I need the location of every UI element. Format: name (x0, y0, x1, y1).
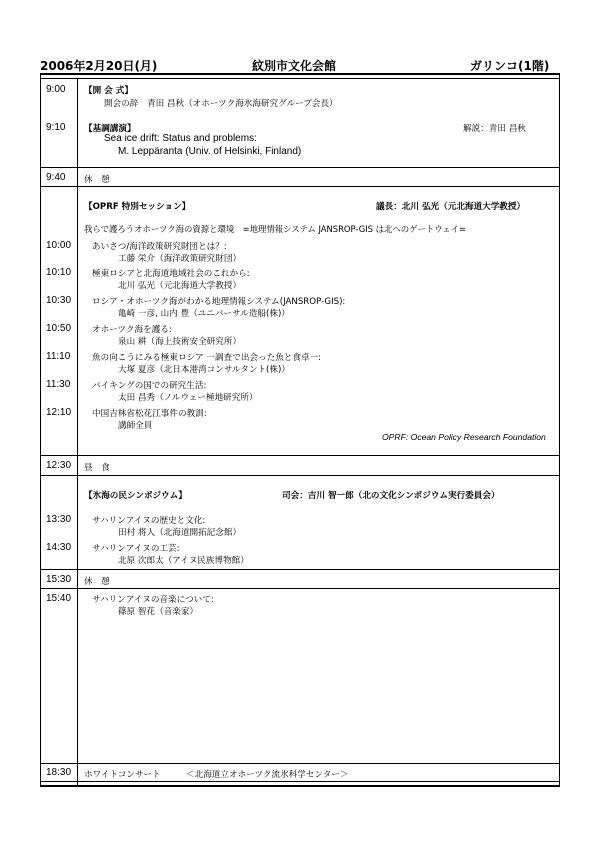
talk-title: オホーツク海を護る: (92, 325, 172, 335)
row-divider (40, 588, 560, 589)
break2-label: 休 憩 (84, 577, 110, 587)
opening-time: 9:00 (46, 84, 66, 95)
talk-title: 極東ロシアと北海道地域社会のこれから: (92, 269, 250, 279)
keynote-title: 【基調講演】 (84, 124, 136, 134)
talk-time: 12:10 (46, 407, 72, 418)
talk-time: 13:30 (46, 514, 72, 525)
talk-speaker: 田村 将人（北海道開拓記念館） (118, 528, 242, 538)
talk-time: 10:50 (46, 323, 72, 334)
break1-time: 9:40 (46, 172, 66, 183)
music-title: サハリンアイヌの音楽について: (92, 595, 214, 605)
music-time: 15:40 (46, 593, 72, 604)
table-top-inner-border (40, 78, 560, 79)
keynote-commentator: 解説：青田 昌秋 (463, 124, 526, 134)
row-divider (40, 455, 560, 456)
break2-time: 15:30 (46, 574, 72, 585)
oprf-theme: 我らで護ろうオホーツク海の資源と環境 =地理情報システム JANSROP-GIS は北へのゲートウェイ= (84, 224, 467, 234)
lunch-label: 昼 食 (84, 463, 110, 473)
row-divider (40, 186, 560, 187)
table-bottom-inner-border (40, 781, 560, 782)
break1-label: 休 憩 (84, 175, 110, 185)
table-bottom-border (40, 785, 560, 787)
table-top-border (40, 73, 560, 75)
talk-title: 魚の向こうにみる極東ロシア 一調査で出会った魚と食卓一: (92, 353, 322, 363)
talk-title: 中国吉林省松花江事件の教訓: (92, 409, 207, 419)
lunch-time: 12:30 (46, 460, 72, 471)
talk-time: 11:10 (46, 351, 71, 362)
venue: 紋別市文化会館 (252, 59, 337, 73)
talk-speaker: 工藤 栄介（海洋政策研究財団） (118, 254, 242, 264)
talk-time: 11:30 (46, 379, 71, 390)
table-left-border (40, 73, 41, 785)
table-right-border (559, 73, 560, 785)
concert-time: 18:30 (46, 767, 72, 778)
row-divider (40, 475, 560, 476)
talk-title: サハリンアイヌの工芸: (92, 544, 180, 554)
talk-time: 10:30 (46, 295, 72, 306)
symposium-title: 【氷海の民シンポジウム】 (84, 491, 187, 501)
keynote-time: 9:10 (46, 122, 66, 133)
talk-time: 10:00 (46, 240, 72, 251)
keynote-speaker: M. Leppäranta (Univ. of Helsinki, Finland) (118, 146, 302, 157)
talk-speaker: 講師全員 (118, 421, 153, 431)
oprf-footnote: OPRF: Ocean Policy Research Foundation (382, 432, 546, 442)
row-divider (40, 569, 560, 570)
oprf-title: 【OPRF 特別セッション】 (84, 202, 191, 212)
talk-time: 14:30 (46, 542, 72, 553)
opening-title: 【開 会 式】 (84, 86, 133, 96)
opening-line: 開会の辞 青田 昌秋（オホーツク海氷海研究グループ会長） (104, 99, 338, 109)
talk-speaker: 北川 弘光（元北海道大学教授） (118, 281, 242, 291)
symposium-moderator: 司会：吉川 智一郎（北の文化シンポジウム実行委員会） (282, 491, 500, 501)
talk-speaker: 太田 昌秀（ノルウェー極地研究所） (118, 393, 258, 403)
concert-place: ＜北海道立オホーツク流氷科学センター＞ (186, 770, 349, 780)
room: ガリンコ(1階) (470, 59, 550, 73)
talk-title: ロシア・オホーツク海がわかる地理情報システム(JANSROP-GIS): (92, 297, 346, 307)
talk-speaker: 亀崎 一彦, 山内 豊（ユニバーサル造船(株)） (118, 309, 290, 319)
keynote-talk-title: Sea ice drift: Status and problems: (104, 133, 257, 144)
event-date: 2006年2月20日(月) (40, 59, 158, 73)
music-speaker: 篠原 智花（音楽家） (118, 607, 199, 617)
row-divider (40, 167, 560, 168)
talk-title: あいさつ/海洋政策研究財団とは？: (92, 242, 227, 252)
talk-speaker: 泉山 耕（海上技術安全研究所） (118, 337, 242, 347)
row-divider (40, 763, 560, 764)
talk-time: 10:10 (46, 267, 72, 278)
talk-speaker: 大塚 夏彦（北日本港湾コンサルタント(株)） (118, 365, 290, 375)
talk-speaker: 北原 次郎太（アイヌ民族博物館） (118, 556, 249, 566)
talk-title: バイキングの国での研究生活: (92, 381, 207, 391)
oprf-chair: 議長：北川 弘光（元北海道大学教授） (376, 202, 526, 212)
concert-label: ホワイトコンサート (84, 770, 161, 780)
talk-title: サハリンアイヌの歴史と文化: (92, 516, 206, 526)
time-column-divider (77, 78, 78, 785)
